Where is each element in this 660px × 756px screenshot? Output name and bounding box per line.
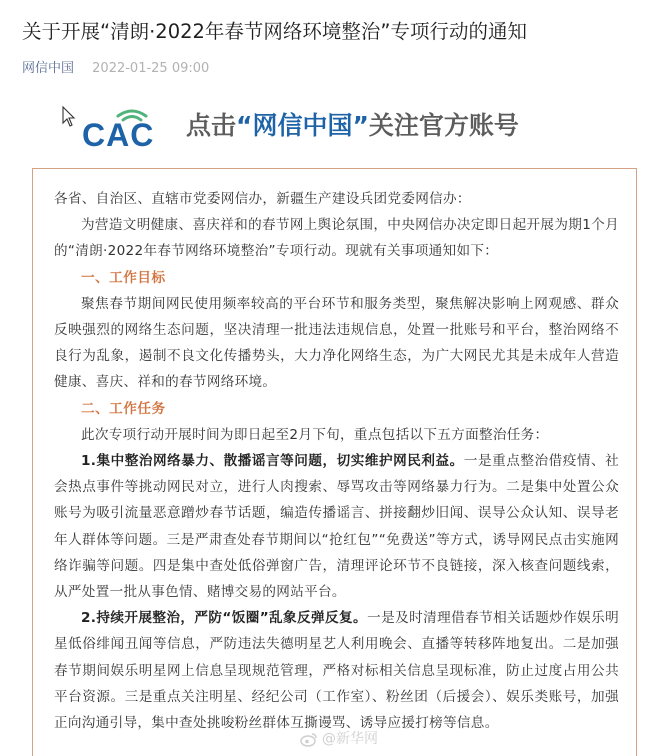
section-goals-text: 聚焦春节期间网民使用频率较高的平台环节和服务类型，聚焦解决影响上网观感、群众反映强烈的网络生态问题，坚决清理一批违法违规信息，处置一批账号和平台，整治网络不良行为乱象，遏制不良文化传播势头，大力净化网络生态，为广大网民尤其是未成年人营造健康、喜庆、祥和的春节网络环境。 [54,295,619,391]
task-1-heading: 1.集中整治网络暴力、散播谣言等问题，切实维护网民利益。 [81,453,464,470]
svg-text:CAC: CAC [82,117,155,150]
cac-logo [82,106,182,150]
watermark-text: @新华网 [322,731,378,747]
article-meta [22,60,209,78]
notice-box [32,168,637,756]
notice-intro: 为营造文明健康、喜庆祥和的春节网上舆论氛围，中央网信办决定即日起开展为期1个月的“清朗·2022年春节网络环境整治”专项行动。现就有关事项通知如下： [54,217,619,260]
article-source-link[interactable]: 网信中国 [22,61,75,76]
article-title: 关于开展“清朗·2022年春节网络环境整治”专项行动的通知 [22,20,528,43]
task-1-body: 一是重点整治借疫情、社会热点事件等挑动网民对立，进行人肉搜索、辱骂攻击等网络暴力行为。二是集中处置公众账号为吸引流量恶意蹭炒春节话题，编造传播谣言、拼接翻炒旧闻、误导公众认知、误导老年人群体等问题。三是严肃查处春节期间以“抢红包”“免费送”等方式，诱导网民点击实施网络诈骗等问题。四是集中查处低俗弹窗广告，清理评论环节不良链接，深入核查问题线索，从严处置一批从事色情、赌博交易的网站平台。 [54,453,619,601]
notice-content [54,186,619,736]
task-2-body: 一是及时清理借春节相关话题炒作娱乐明星低俗绯闻丑闻等信息，严防违法失德明星艺人利用晚会、直播等转移阵地复出。二是加强春节期间娱乐明星网上信息呈现规范管理，严格对标相关信息呈现标准，防止过度占用公共平台资源。三是重点关注明星、经纪公司（工作室）、粉丝团（后援会）、娱乐类账号，加强正向沟通引导，集中查处挑唆粉丝群体互撕谩骂、诱导应援打榜等信息。 [54,610,619,732]
task-2-paragraph [54,605,619,736]
banner-prefix: 点击 [186,111,237,140]
task-2-heading: 2.持续开展整治，严防“饭圈”乱象反弹反复。 [81,610,368,627]
follow-banner[interactable] [62,104,582,152]
section-heading-goals: 一、工作目标 [81,269,166,286]
banner-text [186,109,519,143]
section-tasks-intro: 此次专项行动开展时间为即日起至2月下旬，重点包括以下五方面整治任务： [81,426,549,443]
task-1-paragraph [54,448,619,605]
watermark [300,728,378,750]
banner-account-name: “网信中国” [236,111,369,140]
notice-salutation: 各省、自治区、直辖市党委网信办，新疆生产建设兵团党委网信办： [54,191,471,207]
weibo-icon [300,732,318,747]
article-date: 2022-01-25 09:00 [92,61,210,76]
section-heading-tasks: 二、工作任务 [81,400,166,417]
banner-suffix: 关注官方账号 [368,111,519,140]
